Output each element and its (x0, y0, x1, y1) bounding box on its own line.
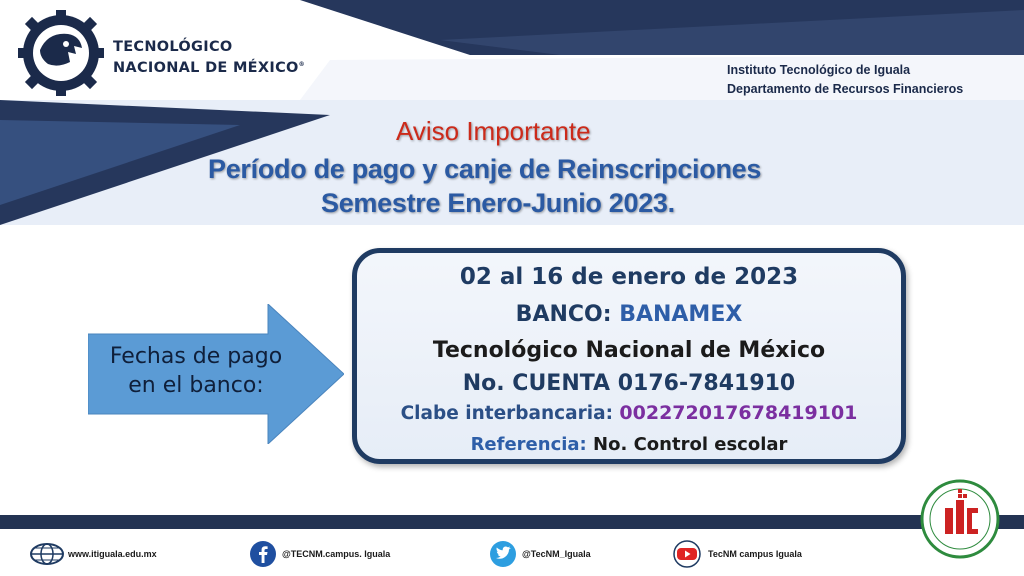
website-link[interactable]: www.itiguala.edu.mx (68, 549, 157, 559)
institution-name: Tecnológico Nacional de México (432, 338, 826, 363)
youtube-channel[interactable]: TecNM campus Iguala (708, 549, 802, 559)
globe-icon (30, 543, 64, 565)
arrow-label (92, 342, 300, 400)
footer-youtube[interactable] (670, 540, 802, 568)
arrow-label-line-1: Fechas de pago (109, 344, 283, 369)
facebook-handle[interactable]: @TECNM.campus. Iguala (282, 549, 391, 559)
semestre-heading: Semestre Enero-Junio 2023. (321, 188, 675, 218)
arrow-label-line-2: en el banco: (128, 373, 264, 398)
facebook-icon (248, 540, 278, 568)
account-number: No. CUENTA 0176-7841910 (462, 371, 796, 396)
footer-web[interactable] (30, 540, 157, 568)
itiguala-seal-logo (912, 478, 1008, 560)
footer-twitter[interactable] (488, 540, 591, 568)
payment-dates: 02 al 16 de enero de 2023 (459, 264, 799, 290)
tecnm-line-2: NACIONAL DE MÉXICO® (113, 59, 305, 76)
footer-facebook[interactable] (248, 540, 390, 568)
youtube-icon (670, 540, 704, 568)
reference-line (352, 434, 906, 455)
tecnm-wordmark (113, 38, 305, 77)
bank-line (352, 302, 906, 327)
clabe-number: 002272017678419101 (619, 402, 858, 424)
department-name: Departamento de Recursos Financieros (727, 82, 964, 96)
bank-label: BANCO: (515, 302, 612, 327)
clabe-line (352, 402, 906, 424)
bank-name: BANAMEX (619, 302, 743, 327)
reference-value: No. Control escolar (593, 434, 788, 455)
periodo-heading: Período de pago y canje de Reinscripciones (208, 154, 762, 184)
tecnm-logo (18, 10, 104, 96)
institute-name: Instituto Tecnológico de Iguala (727, 63, 911, 77)
twitter-icon (488, 540, 518, 568)
bottom-bar (0, 515, 1024, 529)
reference-label: Referencia: (470, 434, 587, 455)
registered-mark: ® (298, 61, 305, 68)
twitter-handle[interactable]: @TecNM_Iguala (522, 549, 591, 559)
aviso-heading: Aviso Importante (396, 116, 591, 146)
institute-block (727, 61, 963, 99)
clabe-label: Clabe interbancaria: (400, 403, 613, 424)
tecnm-line-1: TECNOLÓGICO (113, 39, 233, 55)
